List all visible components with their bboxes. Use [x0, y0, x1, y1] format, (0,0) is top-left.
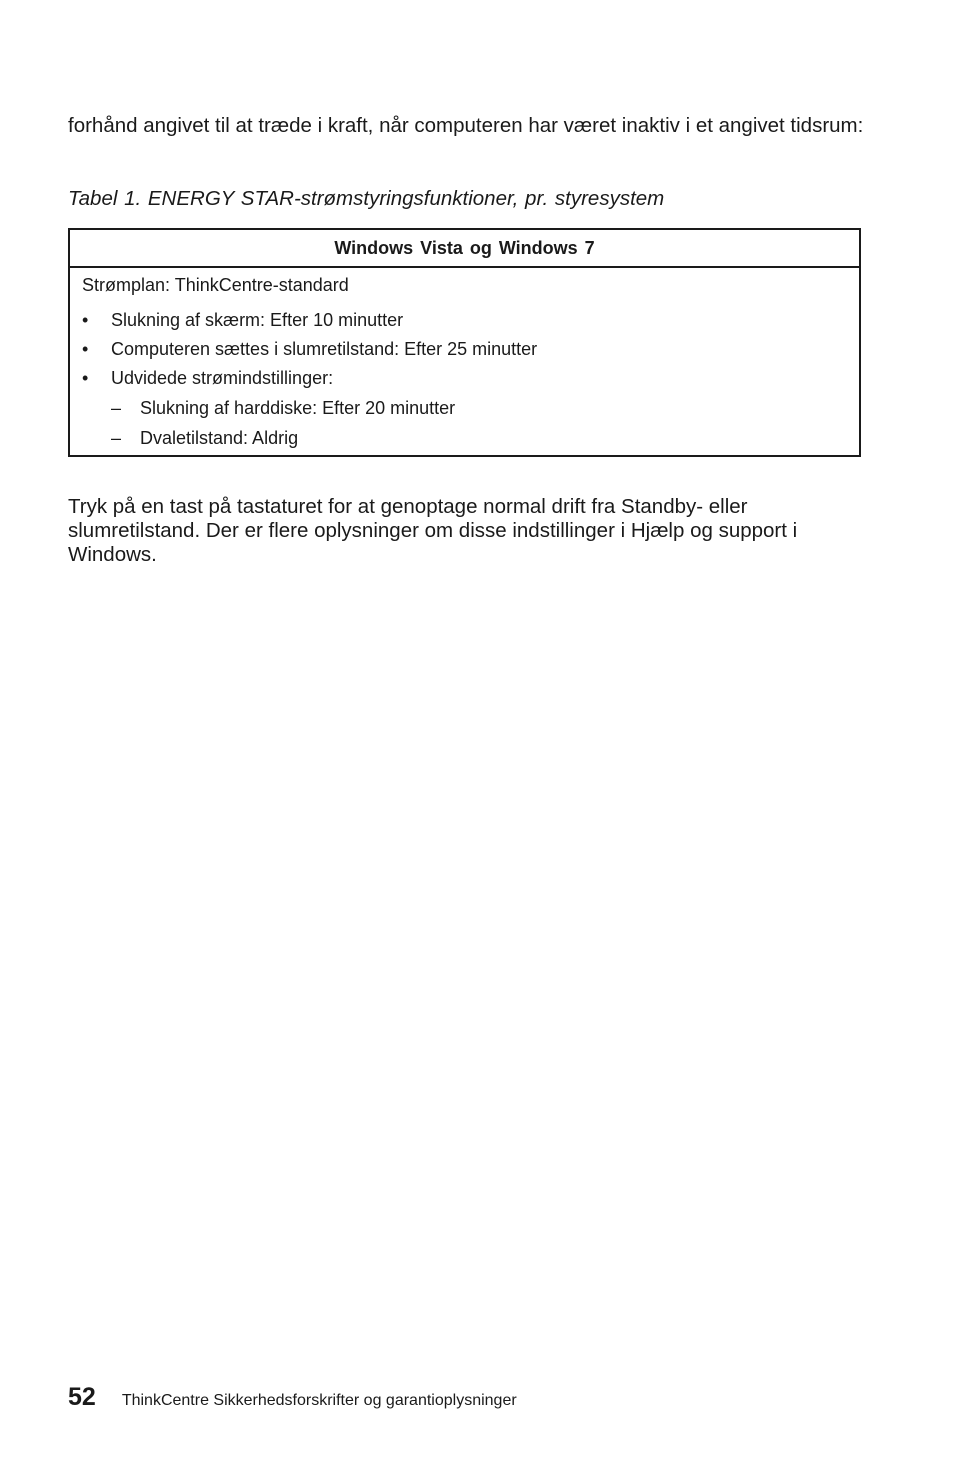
sublist-item-label: Dvaletilstand: Aldrig: [140, 428, 299, 448]
table-header-windows: Windows Vista og Windows 7: [69, 229, 860, 267]
list-item-label: Computeren sættes i slumretilstand: Efter 25 minutter: [111, 339, 538, 359]
bullet-marker: •: [82, 368, 89, 388]
list-item-screen-off: [82, 309, 847, 331]
table-cell: [69, 267, 860, 456]
list-item-advanced-settings: [82, 367, 847, 449]
list-item-label: Udvidede strømindstillinger:: [111, 368, 334, 388]
power-plan-line: Strømplan: ThinkCentre-standard: [82, 275, 349, 295]
page-footer: [68, 1383, 517, 1412]
intro-paragraph: forhånd angivet til at træde i kraft, når computeren har været inaktiv i et angivet tidsrum:: [68, 114, 864, 137]
sublist-item-hibernate: [111, 427, 847, 449]
table-caption: Tabel 1. ENERGY STAR-strømstyringsfunktioner, pr. styresystem: [68, 187, 665, 210]
advanced-settings-sublist: [111, 397, 847, 449]
page-number: 52: [68, 1383, 96, 1411]
bullet-marker: •: [82, 339, 89, 359]
energy-star-table: [68, 228, 861, 457]
sublist-item-label: Slukning af harddiske: Efter 20 minutter: [140, 398, 456, 418]
table-header-row: [69, 229, 860, 267]
footer-title: ThinkCentre Sikkerhedsforskrifter og garantioplysninger: [121, 1392, 517, 1409]
sublist-item-harddisk: [111, 397, 847, 419]
settings-list: [82, 309, 847, 449]
dash-marker: –: [111, 398, 122, 418]
dash-marker: –: [111, 428, 122, 448]
list-item-label: Slukning af skærm: Efter 10 minutter: [111, 310, 404, 330]
bullet-marker: •: [82, 310, 89, 330]
outro-paragraph: Tryk på en tast på tastaturet for at genoptage normal drift fra Standby- eller slumretilstand. Der er flere oplysninger om disse indstillinger i Hjælp og support i Windows.: [68, 495, 798, 566]
table-row: [69, 267, 860, 456]
list-item-sleep: [82, 338, 847, 360]
